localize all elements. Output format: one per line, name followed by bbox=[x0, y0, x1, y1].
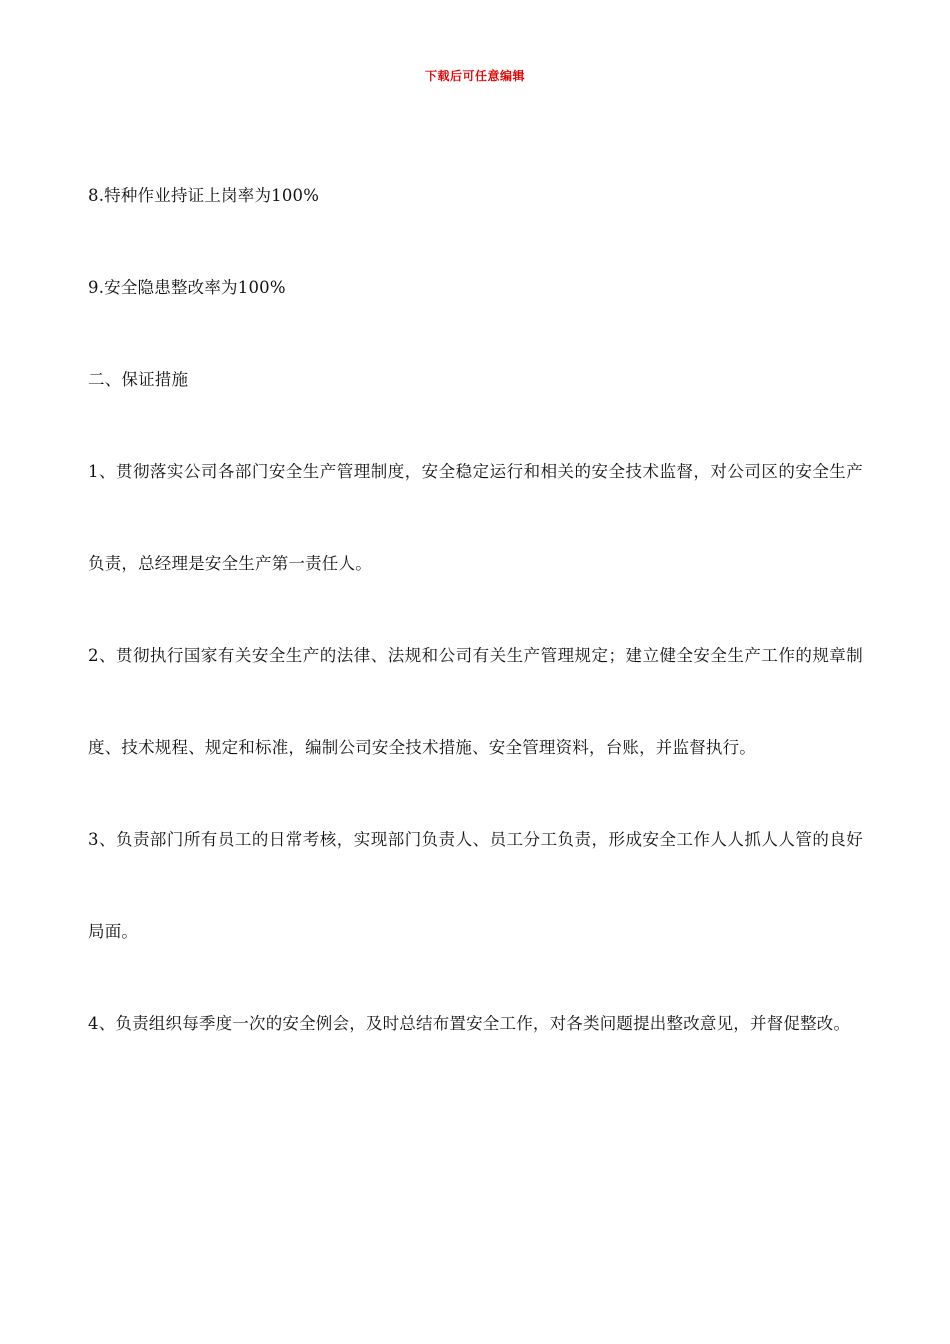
download-edit-note: 下载后可任意编辑 bbox=[424, 69, 525, 83]
measure-paragraph-1: 1、贯彻落实公司各部门安全生产管理制度，安全稳定运行和相关的安全技术监督，对公司区的安全生产负责，总经理是安全生产第一责任人。 bbox=[88, 462, 863, 573]
measure-paragraph-4: 4、负责组织每季度一次的安全例会，及时总结布置安全工作，对各类问题提出整改意见，并督促整改。 bbox=[88, 1014, 851, 1033]
measure-paragraph-3: 3、负责部门所有员工的日常考核，实现部门负责人、员工分工负责，形成安全工作人人抓人人管的良好局面。 bbox=[88, 830, 863, 941]
paragraph-item-9: 9.安全隐患整改率为100% bbox=[88, 278, 286, 297]
document-body bbox=[88, 150, 863, 1070]
section-heading-guarantee-measures: 二、保证措施 bbox=[88, 370, 189, 389]
paragraph-item-8: 8.特种作业持证上岗率为100% bbox=[88, 186, 320, 205]
measure-paragraph-2: 2、贯彻执行国家有关安全生产的法律、法规和公司有关生产管理规定；建立健全安全生产工作的规章制度、技术规程、规定和标准，编制公司安全技术措施、安全管理资料，台账，并监督执行。 bbox=[88, 646, 863, 757]
